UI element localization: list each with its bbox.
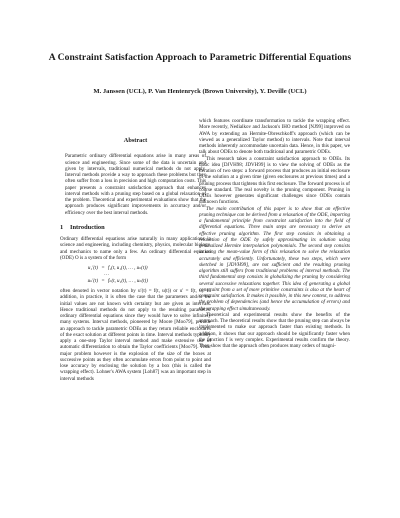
right-paragraph-1: which features coordinate transformation to tackle the wrapping effect. More recently, Nedialkov and Jackson's IHO method [NJ99] improved on AWA by extending an Hermite-Obreschkoff's approach (which can be viewed as a generalized Taylor method) to intervals. Note that interval methods inherently accommodate uncertain data. Hence, in this paper, we talk about ODEs to denote both traditional and parametric ODEs. (199, 118, 350, 156)
left-column (60, 119, 211, 382)
equation-equals: = (101, 277, 105, 284)
right-paragraph-3: The main contribution of this paper is to show that an effective pruning technique can be derived from a relaxation of the ODE, importing a fundamental principle from constraint satisfaction into the field of differential equations. Three main steps are necessary to derive an effective pruning algorithm. The first step consists in obtaining a relaxation of the ODE by safely approximating its solution using generalized Hermite interpolation polynomials. The second step consists in using the mean-value form of this relaxation to solve the relaxation accurately and efficiently. Unfortunately, these two steps, which were sketched in [JDVH99], are not sufficient and the resulting pruning algorithm still suffers from traditional problems of interval methods. The third fundamental step consists in globalizing the pruning by considering several successive relaxations together. This idea of generating a global constraint from a set of more primitive constraints is also at the heart of constraint satisfaction. It makes it possible, in this new context, to address the problem of dependencies (and hence the accumulation of errors) and the wrapping effect simultaneously. (199, 205, 350, 312)
right-column (199, 118, 350, 349)
equation-rhs: f₁(t, u₁(t), … , uₙ(t)) (108, 265, 148, 271)
right-paragraph-4: Theoretical and experimental results show the benefits of the approach. The theoretical results show that the pruning step can always be implemented to make our approach faster than existing methods. In addition, it shows that our approach should be significantly faster when the function f is very complex. Experimental results confirm the theory. They show that the approach often produces many orders of magni- (199, 311, 350, 349)
section-number: 1 (60, 223, 64, 231)
intro-paragraph-1: Ordinary differential equations arise naturally in many applications in science and engineering, including chemistry, physics, molecular biology, and mechanics to name only a few. An ordinary differential equation (ODE) O is a system of the form (60, 236, 211, 261)
section-heading-introduction (60, 225, 211, 231)
equation-row-n (60, 278, 211, 284)
right-paragraph-2: This research takes a constraint satisfaction approach to ODEs. Its basic idea [DJVH98; JDVH99] is to view the solving of ODEs as the iteration of two steps: a forward process that produces an initial enclosure of the solution at a given time (given enclosures at previous times) and a pruning process that tightens this first enclosure. The forward process is of course standard. The real novelty is the pruning component. Pruning in ODEs however generates significant challenges since ODEs contain unknown functions. (199, 155, 350, 206)
paper-authors: M. Janssen (UCL), P. Van Hentenryck (Brown University), Y. Deville (UCL) (93, 88, 307, 95)
paper-title: A Constraint Satisfaction Approach to Parametric Differential Equations (48, 52, 352, 63)
section-title: Introduction (70, 223, 105, 231)
equation-ellipsis: … (104, 271, 110, 278)
equation-equals: = (101, 265, 105, 271)
intro-paragraph-2: often denoted in vector notation by u′(t) = f(t, u(t)) or u′ = f(t, u). In addition, in practice, it is often the case that the parameters and/or the initial values are not known with certainty but are given as intervals. Hence traditional methods do not apply to the resulting parametric ordinary differential equations since they would have to solve infinitely many systems. Interval methods, pioneered by Moore [Moo79], provide an approach to tackle parametric ODEs as they return reliable enclosures of the exact solution at different points in time. Interval methods typically apply a one-step Taylor interval method and make extensive use of automatic differentiation to obtain the Taylor coefficients [Moo79]. Their major problem however is the explosion of the size of the boxes at successive points as they often accumulate errors from point to point and lose accuracy by enclosing the solution by a box (this is called the wrapping effect). Lohner's AWA system [Loh87] was an important step in interval methods (60, 288, 211, 382)
equation-lhs: uₙ′(t) (87, 277, 98, 284)
abstract-heading: Abstract (123, 137, 148, 144)
equation-rhs: fₙ(t, u₁(t), … , uₙ(t)) (108, 277, 148, 284)
equation-lhs: u₁′(t) (87, 265, 98, 271)
ode-equations (60, 265, 211, 284)
abstract-text: Parametric ordinary differential equations arise in many areas of science and engineering. Since some of the data is uncertain and given by intervals, traditional numerical methods do not apply. Interval methods provide a way to approach these problems but they often suffer from a loss in precision and high computation costs. This paper presents a constraint satisfaction approach that enhances interval methods with a pruning step based on a global relaxation of the problem. Theoretical and experimental evaluations show that the approach produces significant improvements in accurracy and/or efficiency over the best interval methods. (65, 153, 206, 216)
